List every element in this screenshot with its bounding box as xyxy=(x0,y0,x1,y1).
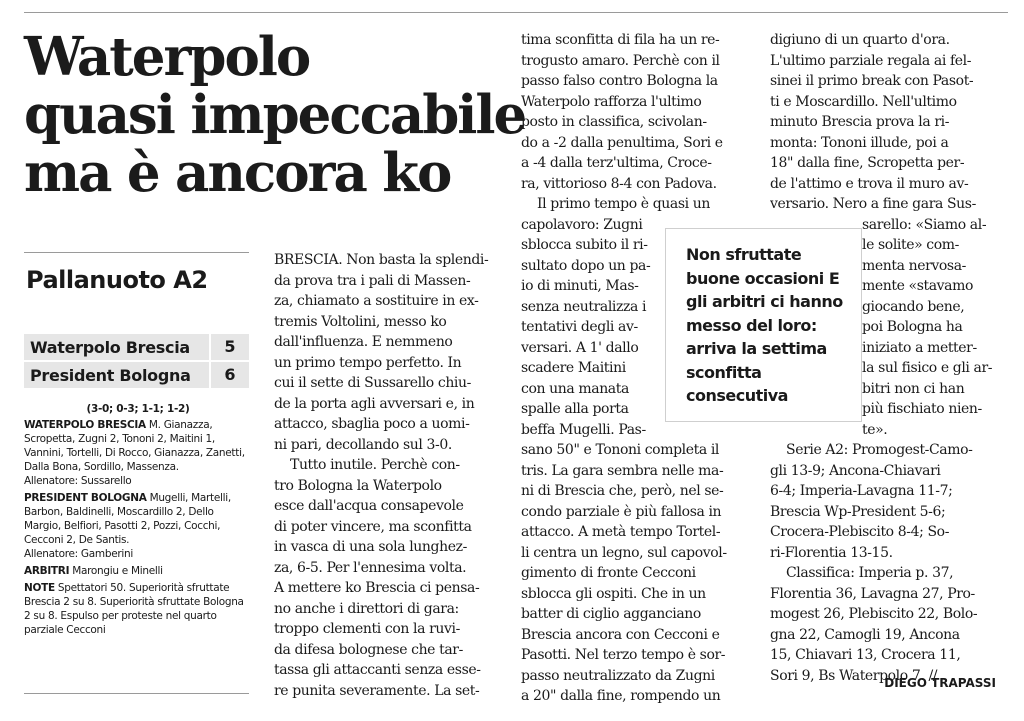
text-line: bitri non ci han xyxy=(862,380,965,397)
article-column-1 xyxy=(274,250,496,701)
text-line: versari. A 1' dallo xyxy=(521,339,639,356)
text-line: Tutto inutile. Perchè con- xyxy=(290,457,460,473)
referees-text: Marongiu e Minelli xyxy=(69,565,163,577)
text-line: za, 6-5. Per l'ennesima volta. xyxy=(274,559,467,576)
text-line: troppo clementi con la ruvi- xyxy=(274,621,460,637)
byline: DIEGO TRAPASSI xyxy=(884,676,996,690)
text-line: za, chiamato a sostituire in ex- xyxy=(274,293,479,309)
pull-quote xyxy=(665,228,862,422)
headline-line-3: ma è ancora ko xyxy=(24,142,451,204)
text-line: tris. La gara sembra nelle ma- xyxy=(521,462,724,479)
text-line: giocando bene, xyxy=(862,298,965,315)
text-line: Pasotti. Nel terzo tempo è sor- xyxy=(521,647,726,663)
text-line: ra, vittorioso 8-4 con Padova. xyxy=(521,175,717,192)
text-line: Brescia Wp-President 5-6; xyxy=(770,503,946,520)
headline-line-2: quasi impeccabile xyxy=(24,84,526,146)
text-line: le solite» com- xyxy=(862,237,959,253)
text-line: gimento di fronte Cecconi xyxy=(521,565,696,581)
notes-label: NOTE xyxy=(24,582,55,594)
box-bottom-rule xyxy=(24,693,249,694)
coach: Allenatore: Gamberini xyxy=(24,548,133,560)
team-name: President Bologna xyxy=(30,366,191,385)
text-line: dall'influenza. E nemmeno xyxy=(274,334,453,350)
text-line: batter di ciglio agganciano xyxy=(521,606,701,622)
pull-quote-text: Non sfruttate buone occasioni E gli arbitri ci hanno messo del loro: arriva la settima sconfitta consecutiva xyxy=(686,245,843,405)
coach: Allenatore: Sussarello xyxy=(24,475,132,487)
headline-line-1: Waterpolo xyxy=(24,26,310,88)
headline xyxy=(24,26,526,204)
text-line: Classifica: Imperia p. 37, xyxy=(786,565,954,581)
text-line: Waterpolo rafforza l'ultimo xyxy=(521,93,702,110)
text-line: menta nervosa- xyxy=(862,257,966,274)
text-line: sultato dopo un pa- xyxy=(521,257,651,274)
text-line: un primo tempo perfetto. In xyxy=(274,354,462,371)
text-line: 18" dalla fine, Scropetta per- xyxy=(770,155,965,171)
text-line: de l'attimo e trova il muro av- xyxy=(770,175,969,192)
text-line: a -4 dalla terz'ultima, Croce- xyxy=(521,155,712,171)
notes-text: Spettatori 50. Superiorità sfruttate Brescia 2 su 8. Superiorità sfruttate Bologna 2 su 8. Espulso per proteste nel quarto parziale Cecconi xyxy=(24,582,244,636)
lineup-brescia xyxy=(24,418,252,488)
text-line: do a -2 dalla penultima, Sori e xyxy=(521,134,723,151)
text-line: ni pari, decollando sul 3-0. xyxy=(274,436,452,453)
text-line: tro Bologna la Waterpolo xyxy=(274,477,442,494)
text-line: Serie A2: Promogest-Camo- xyxy=(786,442,973,458)
text-line: di poter vincere, ma sconfitta xyxy=(274,518,472,535)
text-line: condo parziale è più fallosa in xyxy=(521,503,722,520)
text-line: cui il sette di Sussarello chiu- xyxy=(274,375,471,391)
text-line: attacco, sbaglia poco a uomi- xyxy=(274,416,470,432)
text-line: a 20" dalla fine, rompendo un xyxy=(521,688,721,704)
text-line: sarello: «Siamo al- xyxy=(862,216,987,233)
text-line: BRESCIA. Non basta la splendi- xyxy=(274,252,489,268)
text-line: Sori 9, Bs Waterpolo 7. // xyxy=(770,667,938,684)
text-line: Brescia ancora con Cecconi e xyxy=(521,626,720,643)
text-line: ti e Moscardillo. Nell'ultimo xyxy=(770,93,957,110)
text-line: Crocera-Plebiscito 8-4; So- xyxy=(770,524,950,540)
text-line: attacco. A metà tempo Tortel- xyxy=(521,524,721,540)
text-line: beffa Mugelli. Pas- xyxy=(521,421,646,438)
lineup-text: M. Gianazza, Scropetta, Zugni 2, Tononi 2, Maitini 1, Vannini, Tortelli, Di Rocco, Gianazza, Zanetti, Dalla Bona, Sordillo, Massenza. xyxy=(24,419,245,473)
text-line: ri-Florentia 13-15. xyxy=(770,544,893,561)
section-title: Pallanuoto A2 xyxy=(26,266,208,294)
text-line: 15, Chiavari 13, Crocera 11, xyxy=(770,647,961,663)
text-line: sinei il primo break con Pasot- xyxy=(770,73,974,89)
text-line: te». xyxy=(862,421,888,438)
text-line: capolavoro: Zugni xyxy=(521,216,643,233)
text-line: posto in classifica, scivolan- xyxy=(521,114,707,130)
section-rule xyxy=(24,252,249,253)
top-rule xyxy=(24,12,1008,13)
text-line: sano 50" e Tononi completa il xyxy=(521,442,719,458)
lineup-label: PRESIDENT BOLOGNA xyxy=(24,492,147,504)
text-line: tima sconfitta di fila ha un re- xyxy=(521,32,720,48)
text-line: da prova tra i pali di Massen- xyxy=(274,272,471,289)
team-name: Waterpolo Brescia xyxy=(30,338,190,357)
text-line: più fischiato nien- xyxy=(862,401,982,417)
text-line: spalle alla porta xyxy=(521,401,629,417)
text-line: passo falso contro Bologna la xyxy=(521,73,718,89)
text-line: da difesa bolognese che tar- xyxy=(274,641,463,658)
text-line: tremis Voltolini, messo ko xyxy=(274,313,447,330)
lineup-text: Mugelli, Martelli, Barbon, Baldinelli, Moscardillo 2, Dello Margio, Belfiori, Pasotti 2, Pozzi, Cocchi, Cecconi 2, De Santis. xyxy=(24,492,231,546)
text-line: gna 22, Camogli 19, Ancona xyxy=(770,626,960,643)
text-line: passo neutralizzato da Zugni xyxy=(521,667,715,684)
text-line: ni di Brescia che, però, nel se- xyxy=(521,483,724,499)
text-line: re punita severamente. La set- xyxy=(274,682,480,699)
partials: (3-0; 0-3; 1-1; 1-2) xyxy=(86,403,190,415)
text-line: li centra un legno, sul capovol- xyxy=(521,544,727,561)
text-line: io di minuti, Mas- xyxy=(521,278,639,294)
text-line: Florentia 36, Lavagna 27, Pro- xyxy=(770,585,975,602)
text-line: la sul fisico e gli ar- xyxy=(862,360,993,376)
text-line: versario. Nero a fine gara Sus- xyxy=(770,196,976,212)
match-box xyxy=(24,402,252,640)
text-line: A mettere ko Brescia ci pensa- xyxy=(274,580,480,596)
text-line: esce dall'acqua consapevole xyxy=(274,498,464,514)
text-line: sblocca subito il ri- xyxy=(521,237,648,253)
text-line: tentativi degli av- xyxy=(521,319,638,335)
text-line: no anche i direttori di gara: xyxy=(274,600,459,617)
text-line: poi Bologna ha xyxy=(862,319,963,335)
team-score: 6 xyxy=(209,362,249,388)
lineup-bologna xyxy=(24,491,252,561)
text-line: scadere Maitini xyxy=(521,360,626,376)
text-line: gli 13-9; Ancona-Chiavari xyxy=(770,462,941,479)
text-line: monta: Tononi illude, poi a xyxy=(770,134,949,151)
text-line: Il primo tempo è quasi un xyxy=(537,196,710,212)
text-line: L'ultimo parziale regala ai fel- xyxy=(770,52,972,69)
text-line: iniziato a metter- xyxy=(862,339,977,356)
text-line: mogest 26, Plebiscito 22, Bolo- xyxy=(770,606,978,622)
text-line: digiuno di un quarto d'ora. xyxy=(770,32,950,48)
text-line: de la porta agli avversari e, in xyxy=(274,395,475,412)
referees-label: ARBITRI xyxy=(24,565,70,577)
text-line: tassa gli attaccanti senza esse- xyxy=(274,662,481,678)
text-line: trogusto amaro. Perchè con il xyxy=(521,52,720,69)
text-line: sblocca gli ospiti. Che in un xyxy=(521,585,706,602)
text-line: con una manata xyxy=(521,380,629,397)
text-line: mente «stavamo xyxy=(862,278,974,294)
text-line: minuto Brescia prova la ri- xyxy=(770,114,950,130)
score-row-away xyxy=(24,362,249,388)
notes xyxy=(24,581,252,637)
score-row-home xyxy=(24,334,249,360)
text-line: 6-4; Imperia-Lavagna 11-7; xyxy=(770,483,953,499)
lineup-label: WATERPOLO BRESCIA xyxy=(24,419,146,431)
referees xyxy=(24,564,252,578)
text-line: in vasca di una sola lunghez- xyxy=(274,539,467,555)
text-line: senza neutralizza i xyxy=(521,298,647,315)
team-score: 5 xyxy=(209,334,249,360)
